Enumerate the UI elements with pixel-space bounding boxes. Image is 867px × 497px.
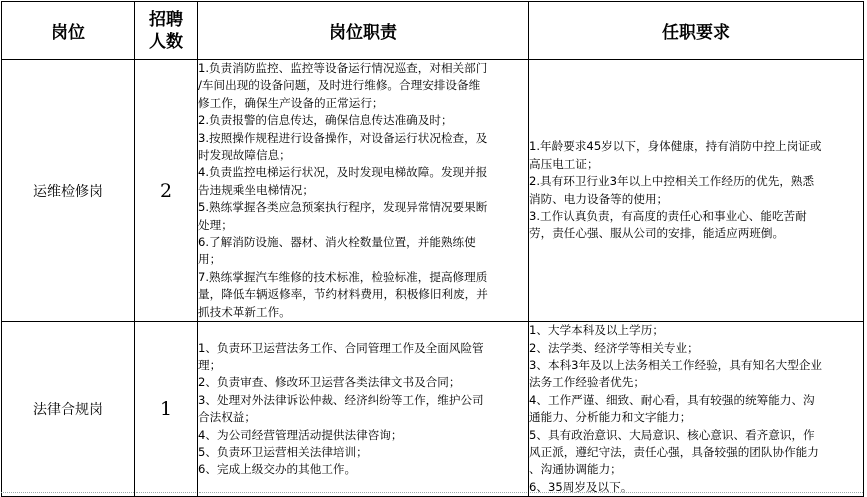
- table-row: [2, 322, 864, 497]
- duty-line: 5.熟练掌握各类应急预案执行程序，发现异常情况要果断: [198, 200, 488, 215]
- gridline-segment: [136, 492, 196, 494]
- duty-line: 2.负责报警的信息传达，确保信息传达准确及时；: [198, 113, 453, 128]
- requirement-line: 4、工作严谨、细致、耐心看，具有较强的统筹能力、沟: [529, 392, 815, 407]
- requirement-line: 、沟通协调能力；: [529, 462, 622, 477]
- header-headcount-line2: 人数: [149, 31, 183, 52]
- header-position: 岗位: [2, 2, 135, 60]
- duty-line: 修工作，确保生产设备的正常运行；: [198, 95, 384, 110]
- duty-line: 4、为公司经营管理活动提供法律咨询；: [198, 427, 403, 442]
- duty-line: 用；: [198, 252, 222, 267]
- requirement-line: 1、大学本科及以上学历；: [529, 323, 664, 338]
- duty-line: 处理；: [198, 217, 233, 232]
- gridline-segment: [530, 492, 863, 494]
- duty-line: 1、负责环卫运营法务工作、合同管理工作及全面风险管: [198, 340, 484, 355]
- row-position: 运维检修岗: [2, 60, 135, 322]
- row-requirements: [529, 322, 864, 497]
- requirement-line: 3、本科3年及以上法务相关工作经验，具有知名大型企业: [529, 357, 823, 372]
- requirement-line: 6、35周岁及以下。: [529, 479, 633, 494]
- requirement-line: 3.工作认真负责，有高度的责任心和事业心、能吃苦耐: [529, 208, 807, 223]
- row-headcount: 1: [135, 322, 198, 497]
- header-duties: 岗位职责: [198, 2, 529, 60]
- header-headcount: [135, 2, 198, 60]
- requirement-line: 通能力、分析能力和文字能力；: [529, 410, 692, 425]
- table-row: [2, 60, 864, 322]
- header-row: [2, 2, 864, 60]
- requirement-line: 风正派，遵纪守法，责任心强，具备较强的团队协作能力: [529, 444, 819, 459]
- job-table: [1, 1, 864, 497]
- duty-line: 合法权益；: [198, 410, 256, 425]
- duty-line: /车间出现的设备问题，及时进行维修。合理安排设备维: [198, 78, 481, 93]
- header-requirements: 任职要求: [529, 2, 864, 60]
- duty-line: 告违规乘坐电梯情况；: [198, 182, 314, 197]
- duty-line: 6.了解消防设施、器材、消火栓数量位置，并能熟练使: [198, 235, 476, 250]
- duty-line: 5、负责环卫运营相关法律培训；: [198, 444, 368, 459]
- duty-line: 1.负责消防监控、监控等设备运行情况巡查，对相关部门: [198, 61, 488, 75]
- requirement-line: 2.具有环卫行业3年以上中控相关工作经历的优先，熟悉: [529, 174, 815, 189]
- requirement-line: 2、法学类、经济学等相关专业；: [529, 340, 699, 355]
- duty-line: 7.熟练掌握汽车维修的技术标准，检验标准，提高修理质: [198, 269, 488, 284]
- gridline-segment: [199, 492, 527, 494]
- header-headcount-line1: 招聘: [149, 9, 183, 30]
- duty-line: 抓技术革新工作。: [198, 304, 291, 319]
- duty-line: 理；: [198, 357, 222, 372]
- row-duties: [198, 60, 529, 322]
- requirement-line: 劳，责任心强、服从公司的安排，能适应两班倒。: [529, 226, 785, 241]
- requirement-line: 1.年龄要求45岁以下，身体健康，持有消防中控上岗证或: [529, 139, 822, 154]
- requirement-line: 5、具有政治意识、大局意识、核心意识、看齐意识，作: [529, 427, 815, 442]
- row-headcount: 2: [135, 60, 198, 322]
- requirement-line: 高压电工证；: [529, 156, 599, 171]
- gridline-segment: [1, 492, 134, 494]
- requirement-line: 消防、电力设备等的使用；: [529, 191, 669, 206]
- duty-line: 3.按照操作规程进行设备操作，对设备运行状况检查，及: [198, 130, 488, 145]
- next-row-gridline: [0, 490, 867, 495]
- duty-line: 2、负责审查、修改环卫运营各类法律文书及合同；: [198, 375, 461, 390]
- duty-line: 时发现故障信息；: [198, 148, 291, 163]
- row-requirements: [529, 60, 864, 322]
- duty-line: 6、完成上级交办的其他工作。: [198, 462, 357, 477]
- row-position: 法律合规岗: [2, 322, 135, 497]
- duty-line: 3、处理对外法律诉讼仲裁、经济纠纷等工作，维护公司: [198, 392, 484, 407]
- duty-line: 量，降低车辆返修率，节约材料费用，积极修旧利废，并: [198, 287, 488, 302]
- requirement-line: 法务工作经验者优先；: [529, 375, 645, 390]
- row-duties: [198, 322, 529, 497]
- duty-line: 4.负责监控电梯运行状况，及时发现电梯故障。发现并报: [198, 165, 488, 180]
